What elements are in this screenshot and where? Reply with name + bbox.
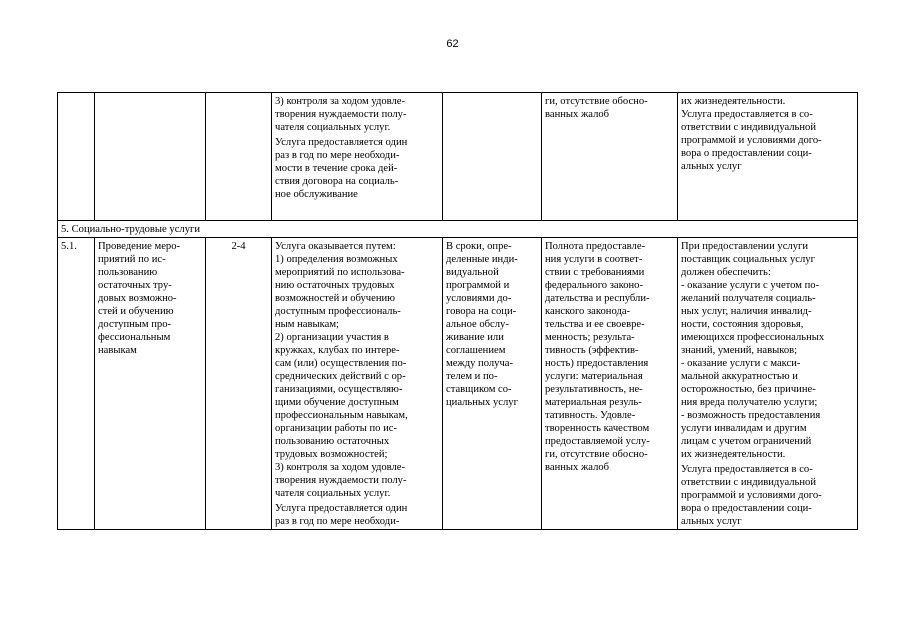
text-line: приятий по ис- bbox=[98, 254, 166, 265]
text-line: ствия договора на социаль- bbox=[275, 176, 399, 187]
cell-name-empty bbox=[95, 93, 206, 221]
text-line: навыкам bbox=[98, 345, 137, 356]
text-line: доступным про- bbox=[98, 319, 172, 330]
text-line: Услуга предоставляется один bbox=[275, 137, 408, 148]
page-number: 62 bbox=[446, 38, 459, 50]
text-line: услуги: материальная bbox=[545, 371, 643, 382]
service-procedure-note bbox=[275, 502, 439, 528]
text-line: циальных услуг bbox=[446, 397, 518, 408]
text-line: При предоставлении услуги bbox=[681, 241, 809, 252]
text-line: ния услуги в соответ- bbox=[545, 254, 643, 265]
service-conditions-note bbox=[681, 463, 854, 528]
text-line: щими обучение доступным bbox=[275, 397, 399, 408]
text-line: чателя социальных услуг. bbox=[275, 488, 391, 499]
text-line: ги, отсутствие обосно- bbox=[545, 449, 648, 460]
procedure-text bbox=[275, 95, 439, 134]
text-line: вора о предоставлении соци- bbox=[681, 148, 812, 159]
text-line: между получа- bbox=[446, 358, 514, 369]
section-row bbox=[58, 221, 858, 238]
text-line: ность) предоставления bbox=[545, 358, 649, 369]
service-conditions bbox=[678, 238, 858, 530]
text-line: ное обслуживание bbox=[275, 189, 358, 200]
text-line: ганизациями, осуществляю- bbox=[275, 384, 403, 395]
text-line: - оказание услуги с учетом по- bbox=[681, 280, 820, 291]
text-line: фессиональным bbox=[98, 332, 171, 343]
text-line: соглашением bbox=[446, 345, 506, 356]
text-line: 3) контроля за ходом удовле- bbox=[275, 462, 406, 473]
service-number: 5.1. bbox=[58, 238, 95, 530]
text-line: мальной аккуратностью и bbox=[681, 371, 798, 382]
text-line: ванных жалоб bbox=[545, 462, 610, 473]
text-line: условиями до- bbox=[446, 293, 512, 304]
text-line: должен обеспечить: bbox=[681, 267, 771, 278]
text-line: программой и bbox=[446, 280, 510, 291]
text-line: пользованию остаточных bbox=[275, 436, 390, 447]
text-line: ных услуг, наличия инвалид- bbox=[681, 306, 812, 317]
text-line: профессиональным навыкам, bbox=[275, 410, 408, 421]
text-line: чателя социальных услуг. bbox=[275, 122, 391, 133]
service-term bbox=[443, 238, 542, 530]
text-line: ответствии с индивидуальной bbox=[681, 122, 817, 133]
text-line: ответствии с индивидуальной bbox=[681, 477, 817, 488]
text-line: сам (или) осуществления по- bbox=[275, 358, 407, 369]
text-line: дательства и республи- bbox=[545, 293, 650, 304]
text-line: лицам с учетом ограничений bbox=[681, 436, 812, 447]
text-line: альное обслу- bbox=[446, 319, 509, 330]
cell-conditions bbox=[678, 93, 858, 221]
service-procedure bbox=[272, 238, 443, 530]
text-line: трудовых возможностей; bbox=[275, 449, 388, 460]
cell-term-empty bbox=[443, 93, 542, 221]
text-line: кружках, клубах по интере- bbox=[275, 345, 400, 356]
text-line: Услуга предоставляется один bbox=[275, 503, 408, 514]
text-line: пользованию bbox=[98, 267, 158, 278]
table-row-service bbox=[58, 238, 858, 530]
text-line: их жизнедеятельности. bbox=[681, 449, 786, 460]
service-quality-text bbox=[545, 240, 674, 474]
text-line: организации работы по ис- bbox=[275, 423, 397, 434]
text-line: творения нуждаемости полу- bbox=[275, 475, 407, 486]
service-quality bbox=[542, 238, 678, 530]
text-line: - возможность предоставления bbox=[681, 410, 821, 421]
conditions-text bbox=[681, 95, 854, 173]
text-line: мероприятий по использова- bbox=[275, 267, 405, 278]
text-line: раз в год по мере необходи- bbox=[275, 150, 400, 161]
service-term-text bbox=[446, 240, 538, 409]
cell-quality bbox=[542, 93, 678, 221]
text-line: их жизнедеятельности. bbox=[681, 96, 786, 107]
text-line: 2) организации участия в bbox=[275, 332, 389, 343]
text-line: Полнота предоставле- bbox=[545, 241, 646, 252]
table-row-continued bbox=[58, 93, 858, 221]
cell-procedure bbox=[272, 93, 443, 221]
text-line: 3) контроля за ходом удовле- bbox=[275, 96, 406, 107]
text-line: знаний, умений, навыков; bbox=[681, 345, 798, 356]
text-line: услуги инвалидам и другим bbox=[681, 423, 807, 434]
text-line: федерального законо- bbox=[545, 280, 644, 291]
text-line: мости в течение срока дей- bbox=[275, 163, 398, 174]
text-line: менность; результа- bbox=[545, 332, 635, 343]
text-line: материальная резуль- bbox=[545, 397, 642, 408]
text-line: Услуга предоставляется в со- bbox=[681, 109, 813, 120]
text-line: 1) определения возможных bbox=[275, 254, 398, 265]
text-line: Проведение меро- bbox=[98, 241, 181, 252]
text-line: предоставляемой услу- bbox=[545, 436, 650, 447]
text-line: тивность (эффектив- bbox=[545, 345, 639, 356]
text-line: довых возможно- bbox=[98, 293, 177, 304]
text-line: Услуга предоставляется в со- bbox=[681, 464, 813, 475]
service-name bbox=[95, 238, 206, 530]
service-name-text bbox=[98, 240, 202, 357]
text-line: видуальной bbox=[446, 267, 499, 278]
text-line: стей и обучению bbox=[98, 306, 174, 317]
text-line: среднических действий с ор- bbox=[275, 371, 406, 382]
service-procedure-text bbox=[275, 240, 439, 500]
text-line: говора на соци- bbox=[446, 306, 517, 317]
text-line: ванных жалоб bbox=[545, 109, 610, 120]
text-line: живание или bbox=[446, 332, 504, 343]
text-line: ствии с требованиями bbox=[545, 267, 645, 278]
text-line: ги, отсутствие обосно- bbox=[545, 96, 648, 107]
text-line: остаточных тру- bbox=[98, 280, 172, 291]
text-line: В сроки, опре- bbox=[446, 241, 512, 252]
text-line: желаний получателя социаль- bbox=[681, 293, 816, 304]
cell-frequency-empty bbox=[206, 93, 272, 221]
text-line: ставщиком со- bbox=[446, 384, 512, 395]
text-line: ным навыкам; bbox=[275, 319, 339, 330]
text-line: ния вреда получателю услуги; bbox=[681, 397, 818, 408]
text-line: доступным профессиональ- bbox=[275, 306, 401, 317]
quality-text bbox=[545, 95, 674, 121]
text-line: альных услуг bbox=[681, 516, 742, 527]
text-line: творенность качеством bbox=[545, 423, 650, 434]
text-line: результативность, не- bbox=[545, 384, 643, 395]
text-line: поставщик социальных услуг bbox=[681, 254, 815, 265]
cell-number-empty bbox=[58, 93, 95, 221]
text-line: тативность. Удовле- bbox=[545, 410, 636, 421]
text-line: возможностей и обучению bbox=[275, 293, 396, 304]
text-line: раз в год по мере необходи- bbox=[275, 516, 400, 527]
text-line: альных услуг bbox=[681, 161, 742, 172]
text-line: тельства и ее своевре- bbox=[545, 319, 645, 330]
text-line: программой и условиями дого- bbox=[681, 490, 822, 501]
service-frequency: 2-4 bbox=[206, 238, 272, 530]
service-conditions-text bbox=[681, 240, 854, 461]
text-line: творения нуждаемости полу- bbox=[275, 109, 407, 120]
text-line: деленные инди- bbox=[446, 254, 518, 265]
text-line: нию остаточных трудовых bbox=[275, 280, 395, 291]
text-line: Услуга оказывается путем: bbox=[275, 241, 396, 252]
text-line: телем и по- bbox=[446, 371, 498, 382]
section-title: 5. Социально-трудовые услуги bbox=[58, 221, 858, 238]
text-line: осторожностью, без причине- bbox=[681, 384, 816, 395]
text-line: имеющихся профессиональных bbox=[681, 332, 825, 343]
text-line: - оказание услуги с макси- bbox=[681, 358, 801, 369]
text-line: ности, состояния здоровья, bbox=[681, 319, 804, 330]
text-line: программой и условиями дого- bbox=[681, 135, 822, 146]
procedure-note bbox=[275, 136, 439, 201]
text-line: канского законода- bbox=[545, 306, 631, 317]
text-line: вора о предоставлении соци- bbox=[681, 503, 812, 514]
services-table bbox=[57, 92, 858, 530]
